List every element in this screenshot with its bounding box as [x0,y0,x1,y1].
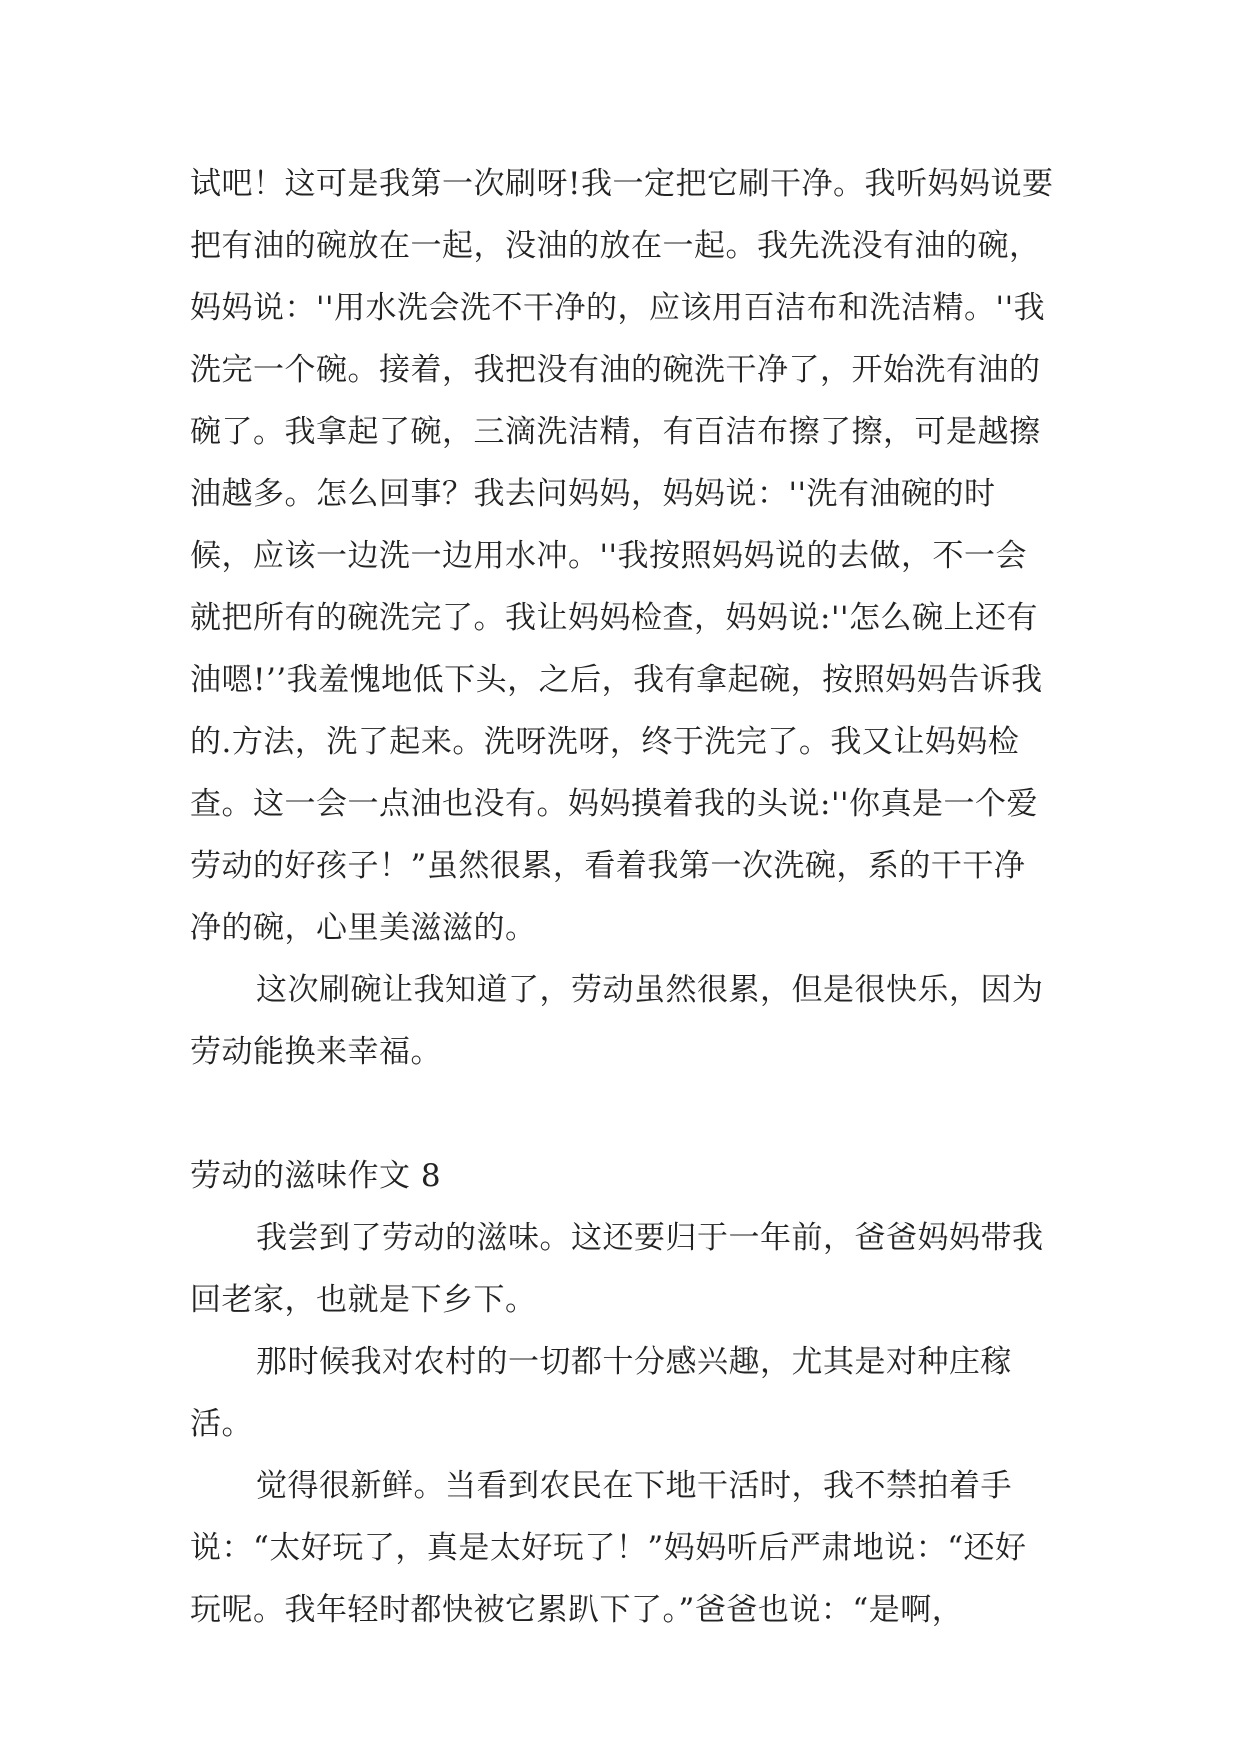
paragraph-2: 这次刷碗让我知道了，劳动虽然很累，但是很快乐，因为劳动能换来幸福。 [190,972,1044,1070]
paragraph-3: 我尝到了劳动的滋味。这还要归于一年前，爸爸妈妈带我回老家，也就是下乡下。 [190,1220,1044,1318]
paragraph-5: 觉得很新鲜。当看到农民在下地干活时，我不禁拍着手说：“太好玩了，真是太好玩了！”妈妈听后严肃地说：“还好玩呢。我年轻时都快被它累趴下了。”爸爸也说：“是啊， [190,1468,1027,1628]
document-page [190,153,1056,1641]
section-heading: 劳动的滋味作文 8 [190,1158,442,1194]
paragraph-1: 试吧！这可是我第一次刷呀!我一定把它刷干净。我听妈妈说要把有油的碗放在一起，没油的放在一起。我先洗没有油的碗，妈妈说：''用水洗会洗不干净的，应该用百洁布和洗洁精。''我洗完一个碗。接着，我把没有油的碗洗干净了，开始洗有油的碗了。我拿起了碗，三滴洗洁精，有百洁布擦了擦，可是越擦油越多。怎么回事？我去问妈妈，妈妈说：''洗有油碗的时候，应该一边洗一边用水冲。''我按照妈妈说的去做，不一会就把所有的碗洗完了。我让妈妈检查，妈妈说:''怎么碗上还有油嗯!’’我羞愧地低下头，之后，我有拿起碗，按照妈妈告诉我的.方法，洗了起来。洗呀洗呀，终于洗完了。我又让妈妈检查。这一会一点油也没有。妈妈摸着我的头说:''你真是一个爱劳动的好孩子！”虽然很累，看着我第一次洗碗，系的干干净净的碗，心里美滋滋的。 [190,166,1054,946]
paragraph-4: 那时候我对农村的一切都十分感兴趣，尤其是对种庄稼活。 [190,1344,1012,1442]
